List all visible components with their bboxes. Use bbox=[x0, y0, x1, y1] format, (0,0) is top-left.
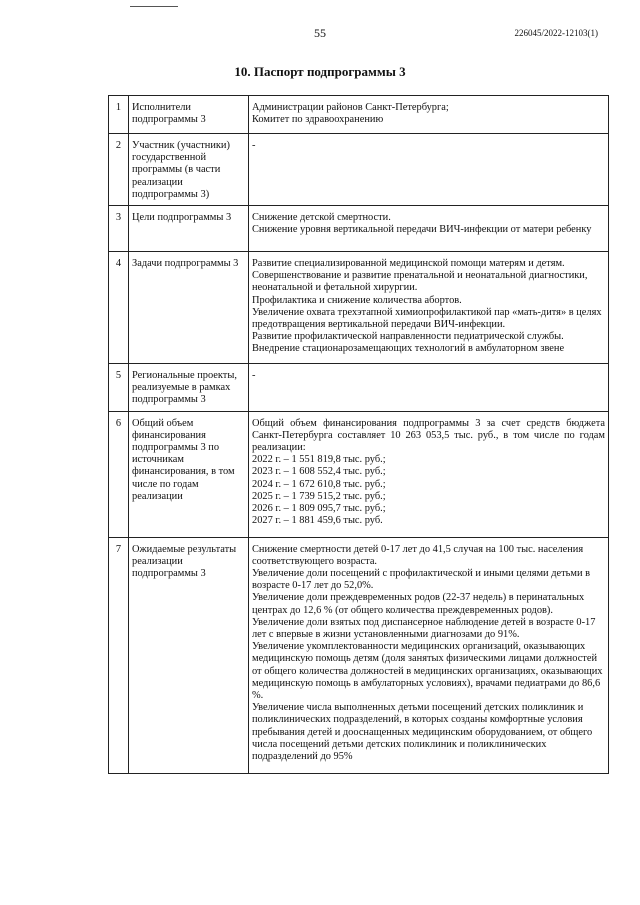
table-row bbox=[109, 96, 609, 134]
table-row bbox=[109, 206, 609, 252]
value-line: Увеличение доли взятых под диспансерное наблюдение детей в возрасте 0-17 лет с впервые в жизни установленными диагнозами до 91%. bbox=[252, 616, 596, 641]
row-value bbox=[249, 411, 609, 537]
row-label: Общий объем финансирования подпрограммы 3 по источникам финансирования, в том числе по годам реализации bbox=[129, 411, 249, 537]
row-number: 3 bbox=[109, 206, 129, 252]
row-label: Ожидаемые результаты реализации подпрограммы 3 bbox=[129, 537, 249, 773]
row-number: 6 bbox=[109, 411, 129, 537]
table-row bbox=[109, 134, 609, 206]
value-line: Снижение детской смертности. bbox=[252, 212, 391, 224]
financing-intro: Общий объем финансирования подпрограммы 3 за счет средств бюджета Санкт-Петербурга составляет 10 263 053,5 тыс. руб., в том числе по годам реализации: bbox=[252, 417, 605, 454]
document-code: 226045/2022-12103(1) bbox=[514, 28, 598, 38]
financing-year-line: 2026 г. – 1 809 095,7 тыс. руб.; bbox=[252, 503, 386, 515]
row-value bbox=[249, 364, 609, 412]
financing-year-line: 2024 г. – 1 672 610,8 тыс. руб.; bbox=[252, 478, 386, 490]
value-line: Увеличение доли посещений с профилактической и иными целями детьми в возрасте 0-17 лет до 52,0%. bbox=[252, 568, 591, 592]
value-line: Увеличение охвата трехэтапной химиопрофилактикой пар «мать-дитя» в целях предотвращения вертикальной передачи ВИЧ-инфекции. bbox=[252, 306, 602, 331]
financing-year-line: 2025 г. – 1 739 515,2 тыс. руб.; bbox=[252, 490, 386, 502]
value-line: Администрации районов Санкт-Петербурга; bbox=[252, 102, 449, 113]
row-number: 4 bbox=[109, 252, 129, 364]
row-number: 1 bbox=[109, 96, 129, 134]
value-line: Комитет по здравоохранению bbox=[252, 114, 384, 126]
financing-year-line: 2023 г. – 1 608 552,4 тыс. руб.; bbox=[252, 466, 386, 478]
row-number: 5 bbox=[109, 364, 129, 412]
passport-table bbox=[108, 95, 609, 774]
financing-year-line: 2022 г. – 1 551 819,8 тыс. руб.; bbox=[252, 454, 386, 466]
value-line: - bbox=[252, 370, 256, 382]
page-title: 10. Паспорт подпрограммы 3 bbox=[234, 64, 406, 79]
row-value bbox=[249, 537, 609, 773]
value-line: Снижение смертности детей 0-17 лет до 41,5 случая на 100 тыс. населения соответствующего возраста. bbox=[252, 543, 584, 567]
row-label: Региональные проекты, реализуемые в рамках подпрограммы 3 bbox=[129, 364, 249, 412]
row-number: 7 bbox=[109, 537, 129, 773]
row-value bbox=[249, 96, 609, 134]
table-row bbox=[109, 411, 609, 537]
page-number: 55 bbox=[314, 26, 326, 40]
financing-year-line: 2027 г. – 1 881 459,6 тыс. руб. bbox=[252, 515, 383, 527]
row-value bbox=[249, 252, 609, 364]
row-label: Участник (участники) государственной программы (в части реализации подпрограммы 3) bbox=[129, 134, 249, 206]
value-line: Увеличение числа выполненных детьми посещений детских поликлиник и поликлинических подразделений, в которых созданы комфортные условия пребывания детей и дооснащенных медицинским оборудованием, от общего числа посещений детьми детских поликлиник и поликлинических подразделений до 95% bbox=[252, 702, 593, 763]
row-value bbox=[249, 134, 609, 206]
row-label: Исполнители подпрограммы 3 bbox=[129, 96, 249, 134]
table-row bbox=[109, 537, 609, 773]
table-row bbox=[109, 252, 609, 364]
value-line: Совершенствование и развитие пренатальной и неонатальной диагностики, неонатальной и фетальной хирургии. bbox=[252, 270, 588, 294]
row-value bbox=[249, 206, 609, 252]
value-line: Снижение уровня вертикальной передачи ВИЧ-инфекции от матери ребенку bbox=[252, 224, 592, 236]
value-line: Развитие профилактической направленности педиатрической службы. bbox=[252, 331, 564, 343]
value-line: Увеличение укомплектованности медицинских организаций, оказывающих медицинскую помощь детям (доля занятых физическими лицами должностей от общего количества должностей в медицинских организациях, оказывающих медицинскую помощь в амбулаторных условиях), врачами педиатрами до 86,6 %. bbox=[252, 641, 603, 702]
value-line: - bbox=[252, 140, 256, 151]
row-label: Цели подпрограммы 3 bbox=[129, 206, 249, 252]
row-number: 2 bbox=[109, 134, 129, 206]
table-row bbox=[109, 364, 609, 412]
value-line: Увеличение доли преждевременных родов (22-37 недель) в перинатальных центрах до 12,6 % (от общего количества преждевременных родов). bbox=[252, 592, 585, 616]
top-rule bbox=[130, 6, 178, 7]
value-line: Развитие специализированной медицинской помощи матерям и детям. bbox=[252, 258, 565, 270]
row-label: Задачи подпрограммы 3 bbox=[129, 252, 249, 364]
value-line: Профилактика и снижение количества абортов. bbox=[252, 294, 462, 306]
value-line: Внедрение стационарозамещающих технологий в амбулаторном звене bbox=[252, 343, 565, 355]
